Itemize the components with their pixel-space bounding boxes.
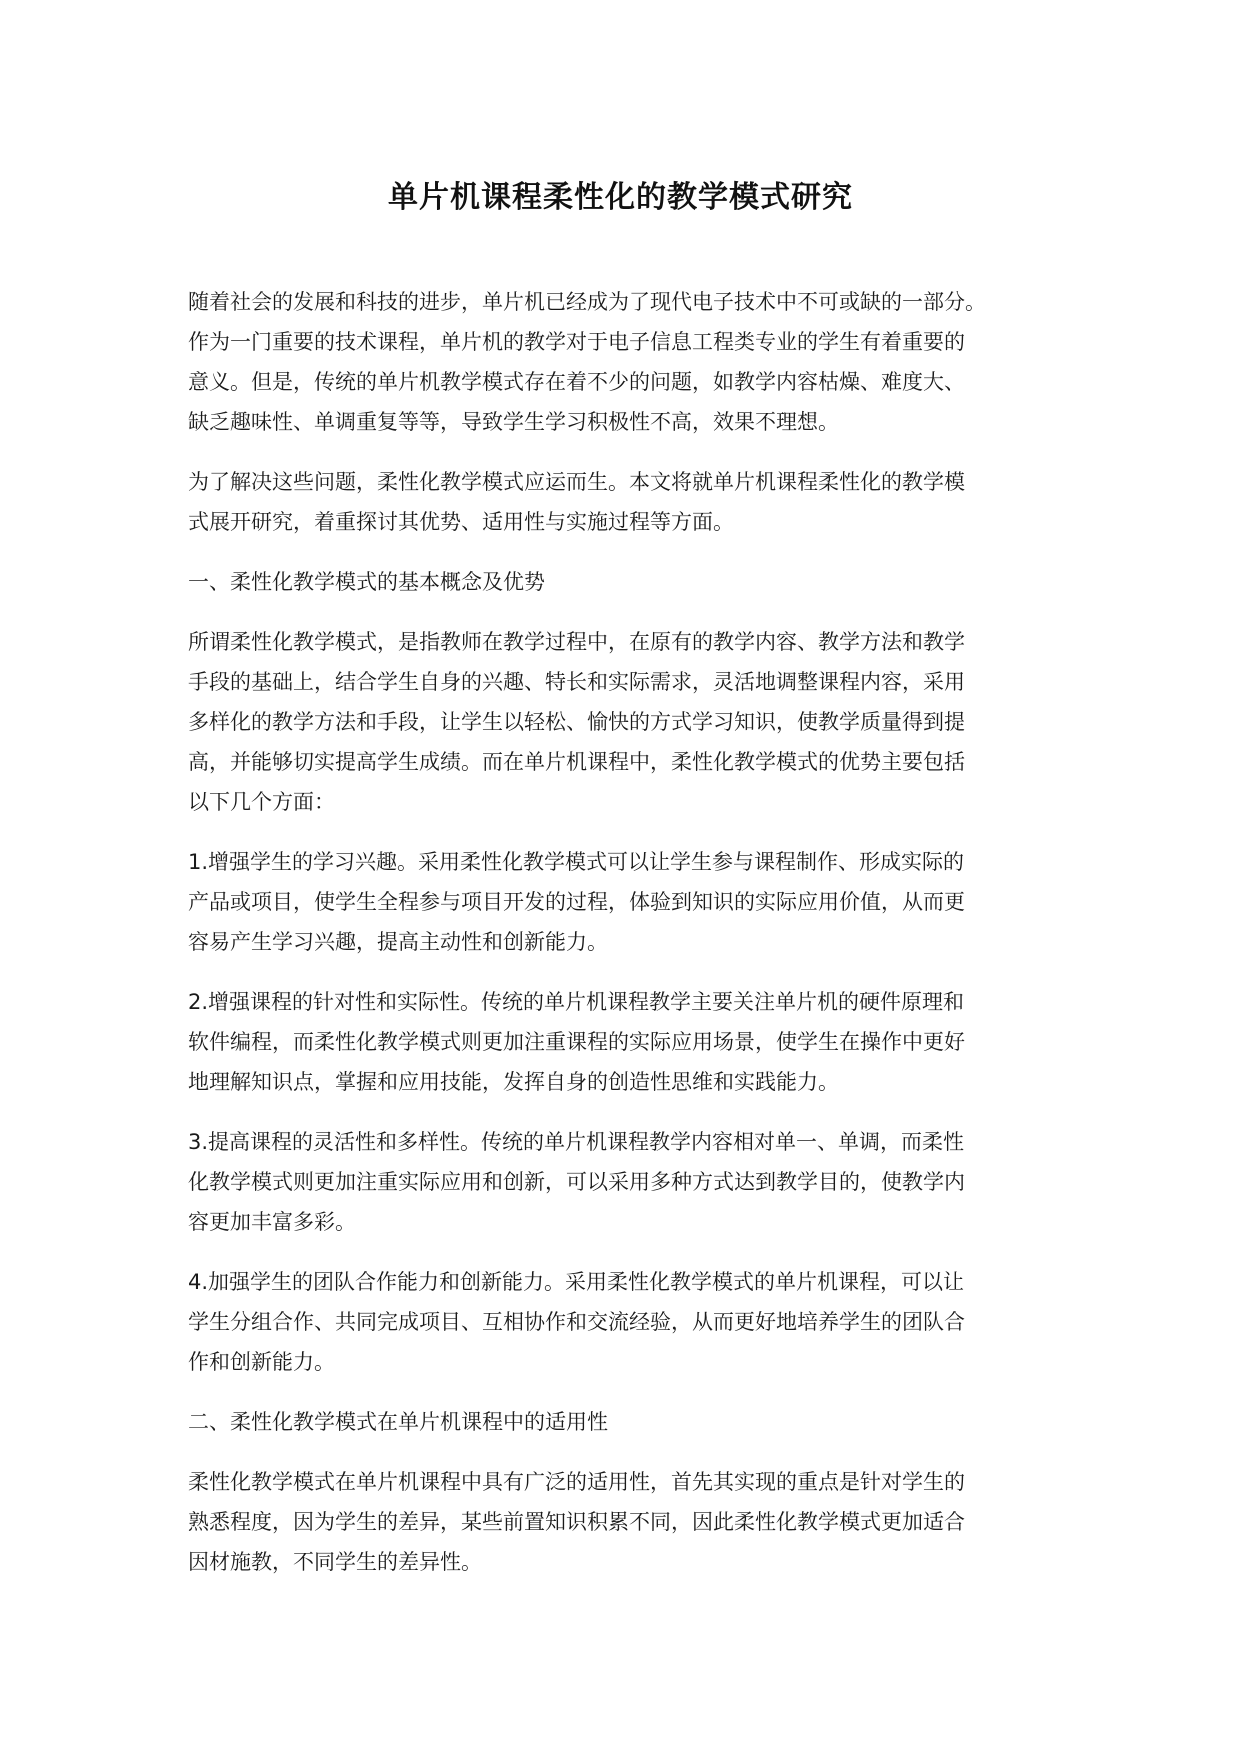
text-line: 以下几个方面： <box>188 790 335 814</box>
text-line: 缺乏趣味性、单调重复等等，导致学生学习积极性不高，效果不理想。 <box>188 410 839 434</box>
body-paragraph <box>188 462 1068 542</box>
text-line: 熟悉程度，因为学生的差异，某些前置知识积累不同，因此柔性化教学模式更加适合 <box>188 1510 965 1534</box>
document-title: 单片机课程柔性化的教学模式研究 <box>388 180 853 215</box>
body-paragraph <box>188 842 1068 962</box>
text-line: 学生分组合作、共同完成项目、互相协作和交流经验，从而更好地培养学生的团队合 <box>188 1310 965 1334</box>
text-line: 多样化的教学方法和手段，让学生以轻松、愉快的方式学习知识，使教学质量得到提 <box>188 710 965 734</box>
body-paragraph <box>188 982 1068 1102</box>
text-line: 3.提高课程的灵活性和多样性。传统的单片机课程教学内容相对单一、单调，而柔性 <box>188 1130 965 1154</box>
text-line: 手段的基础上，结合学生自身的兴趣、特长和实际需求，灵活地调整课程内容，采用 <box>188 670 965 694</box>
text-line: 容易产生学习兴趣，提高主动性和创新能力。 <box>188 930 608 954</box>
body-paragraph <box>188 1122 1068 1242</box>
text-line: 产品或项目，使学生全程参与项目开发的过程，体验到知识的实际应用价值，从而更 <box>188 890 965 914</box>
text-line: 化教学模式则更加注重实际应用和创新，可以采用多种方式达到教学目的，使教学内 <box>188 1170 965 1194</box>
text-line: 式展开研究，着重探讨其优势、适用性与实施过程等方面。 <box>188 510 734 534</box>
text-line: 作为一门重要的技术课程，单片机的教学对于电子信息工程类专业的学生有着重要的 <box>188 330 965 354</box>
section-heading <box>188 562 1068 602</box>
text-line: 所谓柔性化教学模式，是指教师在教学过程中，在原有的教学内容、教学方法和教学 <box>188 630 965 654</box>
text-line: 4.加强学生的团队合作能力和创新能力。采用柔性化教学模式的单片机课程，可以让 <box>188 1270 965 1294</box>
text-line: 二、柔性化教学模式在单片机课程中的适用性 <box>188 1410 608 1434</box>
text-line: 柔性化教学模式在单片机课程中具有广泛的适用性，首先其实现的重点是针对学生的 <box>188 1470 965 1494</box>
document-body <box>188 282 1068 1602</box>
text-line: 一、柔性化教学模式的基本概念及优势 <box>188 570 545 594</box>
text-line: 地理解知识点，掌握和应用技能，发挥自身的创造性思维和实践能力。 <box>188 1070 839 1094</box>
text-line: 软件编程，而柔性化教学模式则更加注重课程的实际应用场景，使学生在操作中更好 <box>188 1030 965 1054</box>
body-paragraph <box>188 1462 1068 1582</box>
text-line: 意义。但是，传统的单片机教学模式存在着不少的问题，如教学内容枯燥、难度大、 <box>188 370 965 394</box>
text-line: 1.增强学生的学习兴趣。采用柔性化教学模式可以让学生参与课程制作、形成实际的 <box>188 850 965 874</box>
text-line: 随着社会的发展和科技的进步，单片机已经成为了现代电子技术中不可或缺的一部分。 <box>188 290 986 314</box>
section-heading <box>188 1402 1068 1442</box>
body-paragraph <box>188 282 1068 442</box>
body-paragraph <box>188 1262 1068 1382</box>
text-line: 2.增强课程的针对性和实际性。传统的单片机课程教学主要关注单片机的硬件原理和 <box>188 990 965 1014</box>
text-line: 作和创新能力。 <box>188 1350 335 1374</box>
body-paragraph <box>188 622 1068 822</box>
text-line: 为了解决这些问题，柔性化教学模式应运而生。本文将就单片机课程柔性化的教学模 <box>188 470 965 494</box>
text-line: 因材施教，不同学生的差异性。 <box>188 1550 482 1574</box>
text-line: 容更加丰富多彩。 <box>188 1210 356 1234</box>
text-line: 高，并能够切实提高学生成绩。而在单片机课程中，柔性化教学模式的优势主要包括 <box>188 750 965 774</box>
